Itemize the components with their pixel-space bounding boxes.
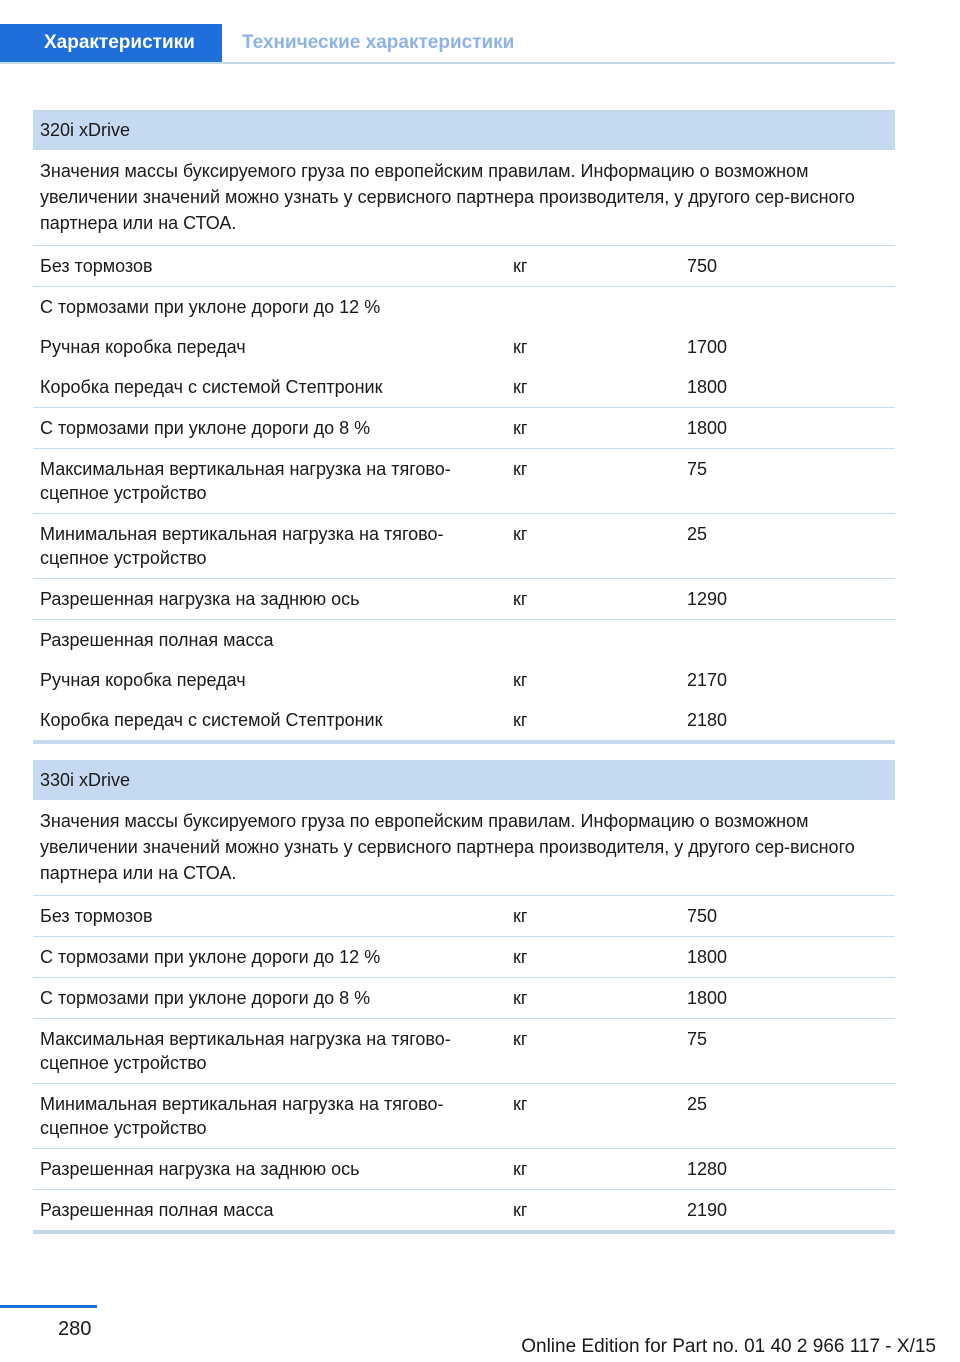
spec-table-330i [33,760,895,1234]
row-value: 1700 [687,337,728,357]
row-value: 1290 [687,589,728,609]
row-unit: кг [513,1094,528,1114]
row-value: 1800 [687,418,728,438]
table-row [33,1019,895,1084]
row-value: 2190 [687,1200,728,1220]
page-number: 280 [58,1318,92,1340]
row-unit: кг [513,418,528,438]
row-value: 75 [687,459,708,479]
table-intro-text: Значения массы буксируемого груза по европейским правилам. Информацию о возможном увеличении значений можно узнать у сервисного партнера производителя, у другого сер-висного партнера или на СТОА. [33,800,895,896]
table-row [33,327,895,367]
table-row [33,408,895,449]
table-row [33,700,895,744]
row-label: Разрешенная полная масса [40,1200,274,1220]
row-unit: кг [513,459,528,479]
row-label: Минимальная вертикальная нагрузка на тягово-сцепное устройство [40,1094,444,1138]
table-row [33,620,895,660]
row-label: С тормозами при уклоне дороги до 8 % [40,988,371,1008]
row-label: Ручная коробка передач [40,337,246,357]
row-unit: кг [513,1029,528,1049]
row-unit: кг [513,524,528,544]
edition-note: Online Edition for Part no. 01 40 2 966 117 - X/15 [521,1336,936,1357]
row-label: Разрешенная нагрузка на заднюю ось [40,1159,360,1179]
table-row [33,1149,895,1190]
row-value: 750 [687,906,718,926]
row-unit: кг [513,1200,528,1220]
row-value: 2170 [687,670,728,690]
row-label: С тормозами при уклоне дороги до 12 % [40,947,381,967]
page-header [0,24,895,64]
table-row [33,660,895,700]
table-row [33,579,895,620]
row-label: Без тормозов [40,906,153,926]
row-label: Разрешенная нагрузка на заднюю ось [40,589,360,609]
row-value: 75 [687,1029,708,1049]
row-label: Ручная коробка передач [40,670,246,690]
table-row [33,367,895,408]
table-model-heading: 330i xDrive [33,760,895,800]
row-label: Минимальная вертикальная нагрузка на тягово-сцепное устройство [40,524,444,568]
table-row [33,896,895,937]
row-unit: кг [513,377,528,397]
row-unit: кг [513,988,528,1008]
row-label: Без тормозов [40,256,153,276]
row-label: Коробка передач с системой Стептроник [40,377,383,397]
table-row [33,1084,895,1149]
spec-table-320i [33,110,895,744]
table-row [33,514,895,579]
row-unit: кг [513,947,528,967]
row-value: 25 [687,1094,708,1114]
row-unit: кг [513,1159,528,1179]
row-value: 750 [687,256,718,276]
table-row [33,449,895,514]
row-value: 1800 [687,377,728,397]
row-label: С тормозами при уклоне дороги до 12 % [40,297,381,317]
table-row [33,1190,895,1234]
table-row [33,937,895,978]
section-tab-characteristics[interactable]: Характеристики [0,24,222,62]
row-value: 1800 [687,988,728,1008]
row-value: 25 [687,524,708,544]
row-unit: кг [513,337,528,357]
table-row [33,978,895,1019]
row-label: Коробка передач с системой Стептроник [40,710,383,730]
table-row [33,287,895,327]
row-label: С тормозами при уклоне дороги до 8 % [40,418,371,438]
row-unit: кг [513,710,528,730]
section-tab-technical-specs[interactable]: Технические характеристики [242,32,515,53]
row-value: 1800 [687,947,728,967]
row-value: 2180 [687,710,728,730]
table-intro-text: Значения массы буксируемого груза по европейским правилам. Информацию о возможном увеличении значений можно узнать у сервисного партнера производителя, у другого сер-висного партнера или на СТОА. [33,150,895,246]
row-unit: кг [513,906,528,926]
row-unit: кг [513,670,528,690]
row-unit: кг [513,256,528,276]
row-label: Максимальная вертикальная нагрузка на тягово-сцепное устройство [40,1029,451,1073]
row-label: Разрешенная полная масса [40,630,274,650]
row-label: Максимальная вертикальная нагрузка на тягово-сцепное устройство [40,459,451,503]
table-model-heading: 320i xDrive [33,110,895,150]
row-unit: кг [513,589,528,609]
row-value: 1280 [687,1159,728,1179]
table-row [33,246,895,287]
footer-accent-line [0,1305,97,1308]
